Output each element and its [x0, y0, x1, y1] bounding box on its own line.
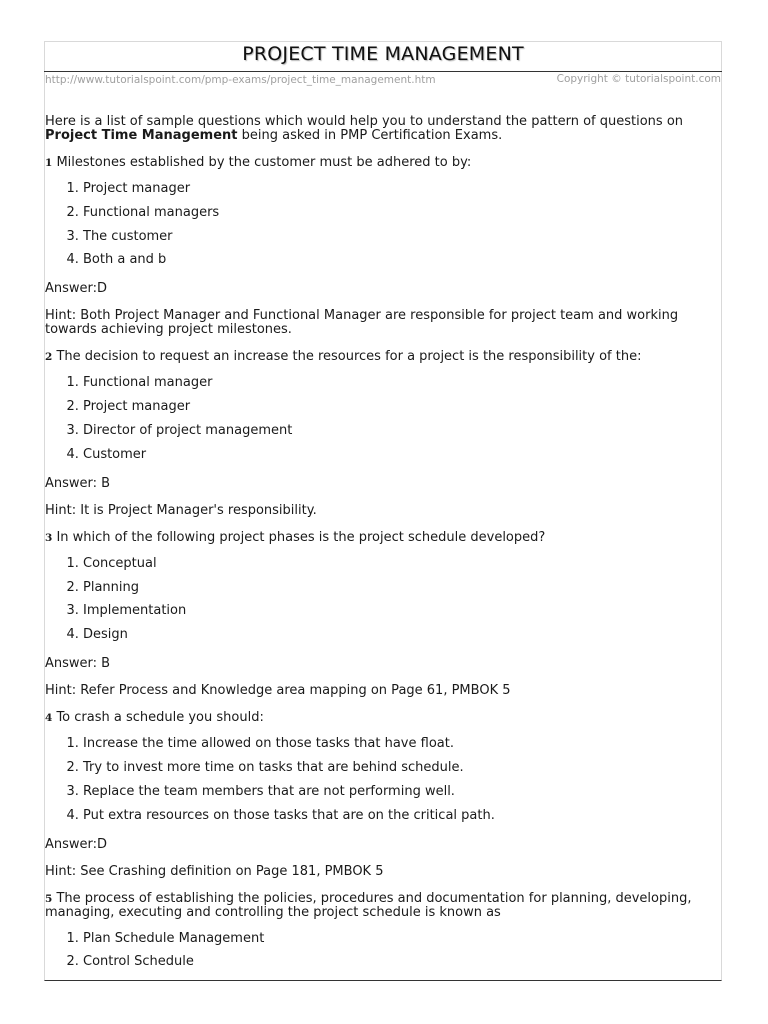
intro-text-end: being asked in PMP Certification Exams.: [237, 128, 503, 143]
option: 4. Design: [83, 628, 723, 642]
question-2: [45, 350, 723, 364]
hint-2: Hint: It is Project Manager's responsibility.: [45, 502, 317, 518]
option: 4. Customer: [83, 448, 723, 462]
document-page: [44, 41, 722, 981]
hint-1: Hint: Both Project Manager and Functional Manager are responsible for project team and working towards achieving project milestones.: [45, 308, 679, 338]
option: 3. Director of project management: [83, 424, 723, 438]
option: 3. The customer: [83, 230, 723, 244]
question-number: 1: [45, 157, 53, 169]
options-list-2: [45, 376, 723, 461]
copyright-notice: Copyright © tutorialspoint.com: [556, 73, 721, 85]
option: 2. Control Schedule: [83, 955, 723, 969]
question-3: [45, 531, 723, 545]
options-list-1: [45, 182, 723, 267]
option: 1. Plan Schedule Management: [83, 932, 723, 946]
question-text: To crash a schedule you should:: [56, 710, 264, 726]
question-5: [45, 892, 723, 920]
hint-4: Hint: See Crashing definition on Page 181, PMBOK 5: [45, 863, 384, 879]
option: 2. Project manager: [83, 400, 723, 414]
question-1: [45, 156, 723, 170]
options-list-5: [45, 932, 723, 970]
option: 2. Planning: [83, 581, 723, 595]
answer-1: Answer:D: [45, 281, 108, 297]
question-number: 3: [45, 531, 53, 544]
question-text: In which of the following project phases is the project schedule developed?: [56, 529, 546, 545]
question-number: 2: [45, 351, 53, 364]
page-title: PROJECT TIME MANAGEMENT: [242, 43, 524, 65]
question-text: The decision to request an increase the resources for a project is the responsibility of the:: [56, 349, 642, 365]
intro-topic: Project Time Management: [45, 128, 238, 143]
question-number: 4: [45, 712, 53, 725]
hint-3: Hint: Refer Process and Knowledge area mapping on Page 61, PMBOK 5: [45, 683, 511, 699]
option: 4. Put extra resources on those tasks that are on the critical path.: [83, 809, 723, 823]
option: 1. Increase the time allowed on those tasks that have float.: [83, 737, 723, 751]
option: 1. Project manager: [83, 182, 723, 196]
option: 2. Try to invest more time on tasks that are behind schedule.: [83, 761, 723, 775]
option: 1. Functional manager: [83, 376, 723, 390]
option: 3. Implementation: [83, 604, 723, 618]
answer-4: Answer:D: [45, 836, 108, 852]
intro-text: Here is a list of sample questions which would help you to understand the pattern of questions on: [45, 114, 684, 129]
option: 2. Functional managers: [83, 206, 723, 220]
answer-2: Answer: B: [45, 475, 111, 491]
option: 3. Replace the team members that are not performing well.: [83, 785, 723, 799]
source-url[interactable]: http://www.tutorialspoint.com/pmp-exams/project_time_management.htm: [45, 74, 436, 86]
answer-3: Answer: B: [45, 656, 111, 672]
document-content: [45, 115, 723, 984]
question-text: The process of establishing the policies, procedures and documentation for planning, developing, managing, executing and controlling the project schedule is known as: [45, 890, 692, 920]
question-number: 5: [45, 892, 53, 905]
options-list-4: [45, 737, 723, 822]
question-4: [45, 711, 723, 725]
options-list-3: [45, 557, 723, 642]
question-text: Milestones established by the customer must be adhered to by:: [56, 155, 472, 170]
option: 4. Both a and b: [83, 253, 723, 267]
option: 1. Conceptual: [83, 557, 723, 571]
intro-paragraph: [45, 115, 723, 143]
